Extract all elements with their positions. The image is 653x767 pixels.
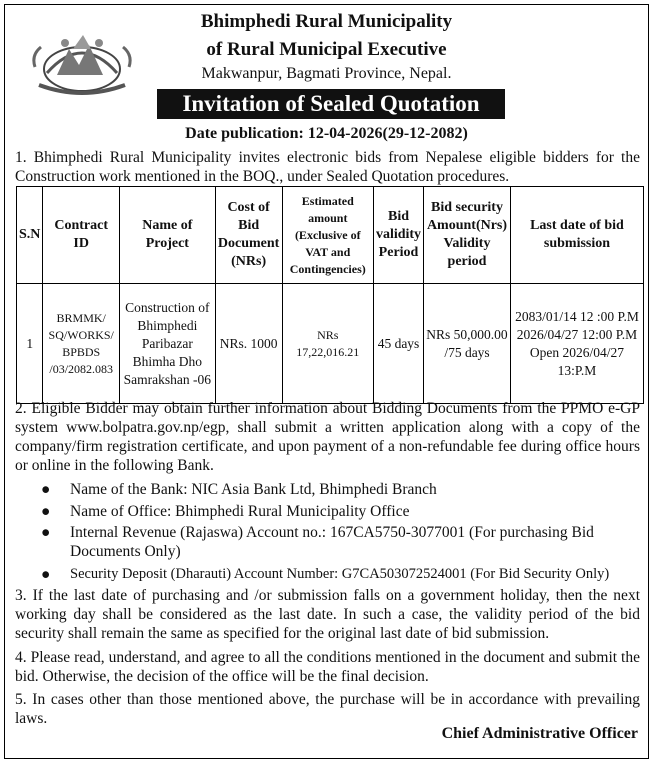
paragraph-2: 2. Eligible Bidder may obtain further information about Bidding Documents from the PPMO e-GP system www.bolpatra.gov.np/egp, shall submit a written application along with a copy of the company/firm registration certificate, and upon payment of a non-refundable fee during office hours or online in the following Bank. <box>15 400 640 474</box>
date-publication: Date publication: 12-04-2026(29-12-2082) <box>185 125 468 142</box>
cell-last-date: 2083/01/14 12 :00 P.M 2026/04/27 12:00 P.M Open 2026/04/27 13:P.M <box>510 284 643 404</box>
bullet-bank-name: Name of the Bank: NIC Asia Bank Ltd, Bhimphedi Branch <box>70 481 437 498</box>
address-line: Makwanpur, Bagmati Province, Nepal. <box>201 65 452 82</box>
bullet-glyph: ● <box>41 566 51 583</box>
cell-sn: 1 <box>17 284 43 404</box>
paragraph-3: 3. If the last date of purchasing and /or submission falls on a government holiday, then the next working day shall be considered as the last date. In such a case, the validity period of the bid security shall remain the same as specified for the original last date of bid submission. <box>15 587 640 642</box>
notice-page <box>4 4 649 759</box>
table-header-row <box>17 187 644 284</box>
nepal-emblem-logo <box>27 25 137 101</box>
bullet-security-account: Security Deposit (Dharauti) Account Number: G7CA503072524001 (For Bid Security Only) <box>70 566 610 582</box>
signature-title: Chief Administrative Officer <box>441 725 638 742</box>
paragraph-5: 5. In cases other than those mentioned above, the purchase will be in accordance with prevailing laws. <box>15 691 640 727</box>
header-last-date: Last date of bid submission <box>510 187 643 284</box>
cell-name-of-project: Construction of Bhimphedi Paribazar Bhimha Dho Samrakshan -06 <box>120 284 216 404</box>
bullet-office-name: Name of Office: Bhimphedi Rural Municipality Office <box>70 503 410 520</box>
bullet-glyph: ● <box>41 524 51 541</box>
header-estimated-amount: Estimated amount (Exclusive of VAT and Contingencies) <box>282 187 373 284</box>
cell-cost-of-bid: NRs. 1000 <box>215 284 282 404</box>
bullet-glyph: ● <box>41 503 51 520</box>
bullet-revenue-account: Internal Revenue (Rajaswa) Account no.: 167CA5750-3077001 (For purchasing Bid Documents Only) <box>70 524 594 560</box>
header-cost-of-bid: Cost of Bid Document (NRs) <box>215 187 282 284</box>
cell-contract-id: BRMMK/ SQ/WORKS/ BPBDS /03/2082.083 <box>43 284 120 404</box>
header-bid-validity: Bid validity Period <box>373 187 423 284</box>
table-row <box>17 284 644 404</box>
paragraph-4: 4. Please read, understand, and agree to all the conditions mentioned in the document and submit the bid. Otherwise, the decision of the office will be the final decision. <box>15 649 640 685</box>
header-sn: S.N <box>17 187 43 284</box>
boq-table <box>16 186 644 404</box>
executive-title: of Rural Municipal Executive <box>206 39 447 60</box>
paragraph-1: 1. Bhimphedi Rural Municipality invites electronic bids from Nepalese eligible bidders for the Construction work mentioned in the BOQ., under Sealed Quotation procedures. <box>15 149 640 185</box>
header-name-of-project: Name of Project <box>120 187 216 284</box>
header-bid-security: Bid security Amount(Nrs) Validity period <box>424 187 511 284</box>
cell-bid-validity: 45 days <box>373 284 423 404</box>
header-contract-id: Contract ID <box>43 187 120 284</box>
cell-estimated-amount: NRs 17,22,016.21 <box>282 284 373 404</box>
cell-bid-security: NRs 50,000.00 /75 days <box>424 284 511 404</box>
bullet-glyph: ● <box>41 481 51 498</box>
municipality-title: Bhimphedi Rural Municipality <box>200 11 453 32</box>
notice-banner: Invitation of Sealed Quotation <box>157 89 505 119</box>
